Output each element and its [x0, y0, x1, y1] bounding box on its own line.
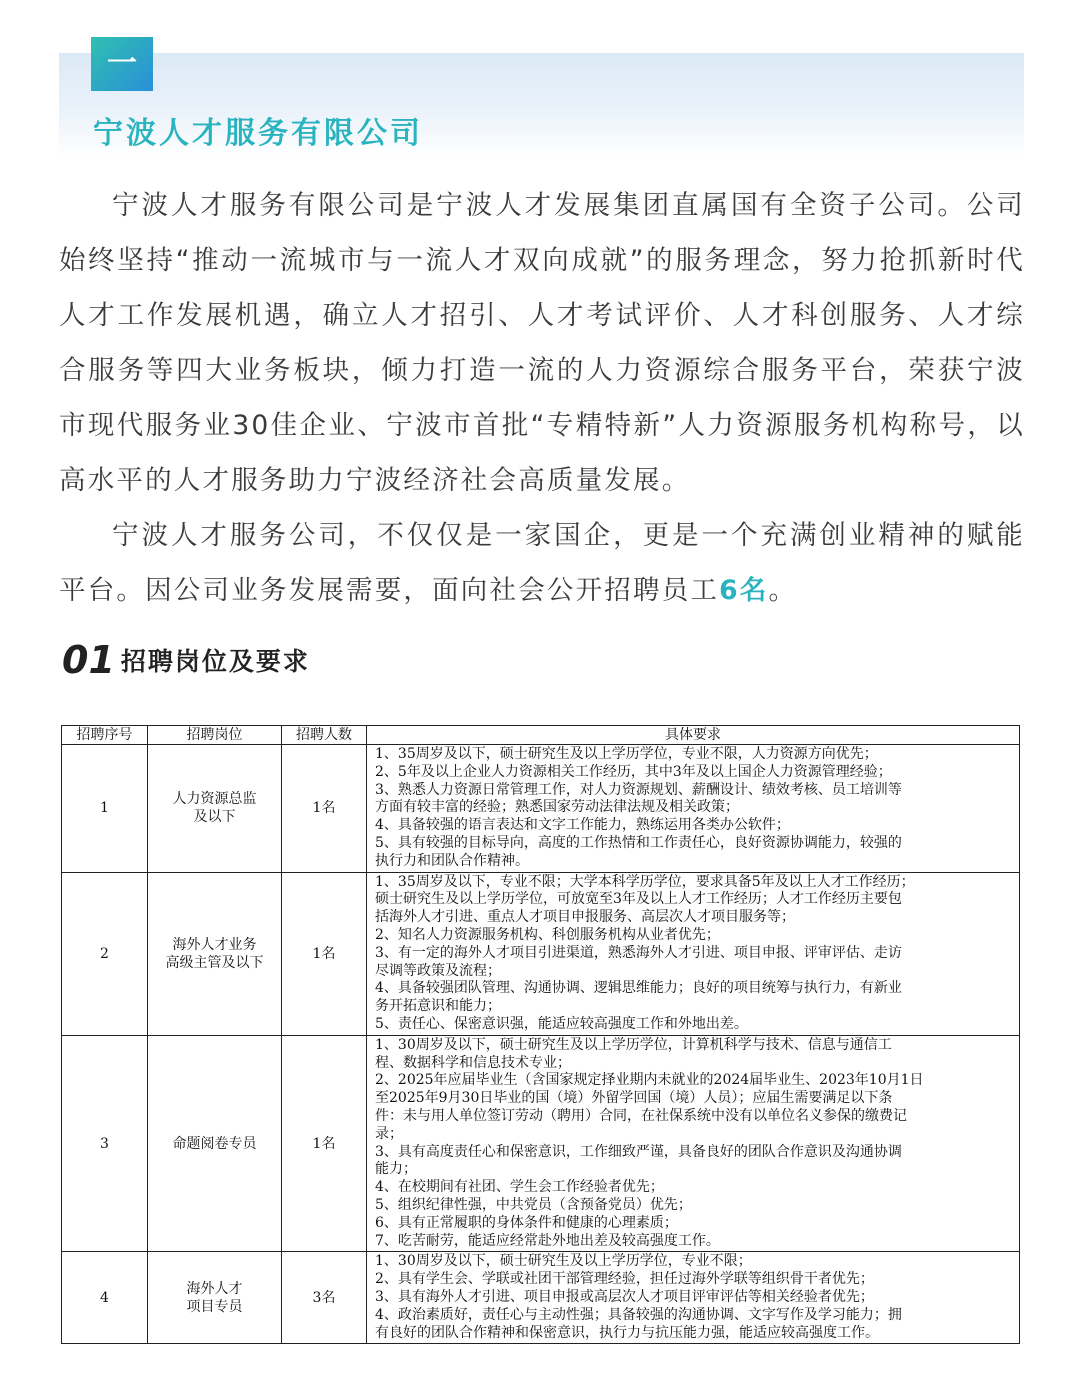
requirement-line: 7、吃苦耐劳，能适应经常赴外地出差及较高强度工作。	[375, 1232, 720, 1249]
section-number-badge: 一	[91, 37, 153, 91]
position-line: 人力资源总监	[172, 791, 257, 808]
requirement-line: 2、具有学生会、学联或社团干部管理经验，担任过海外学联等组织骨干者优先；	[375, 1271, 874, 1288]
position-line: 项目专员	[186, 1298, 243, 1315]
row-seq: 3	[62, 1035, 148, 1252]
intro-paragraph-1: 宁波人才服务有限公司是宁波人才发展集团直属国有全资子公司。公司始终坚持“推动一流城市与一流人才双向成就”的服务理念，努力抢抓新时代人才工作发展机遇，确立人才招引、人才考试评价、人才科创服务、人才综合服务等四大业务板块，倾力打造一流的人力资源综合服务平台，荣获宁波市现代服务业30佳企业、宁波市首批“专精特新”人力资源服务机构称号，以高水平的人才服务助力宁波经济社会高质量发展。	[59, 190, 1025, 496]
row-requirements	[367, 745, 1020, 873]
section-01-title: 招聘岗位及要求	[120, 647, 310, 676]
row-position	[148, 1252, 282, 1344]
row-count: 1名	[282, 1035, 367, 1252]
table-row	[62, 872, 1020, 1035]
table-row	[62, 1252, 1020, 1344]
requirement-line: 4、具备较强团队管理、沟通协调、逻辑思维能力；良好的项目统筹与执行力，有新业	[375, 980, 902, 997]
requirement-line: 2、5年及以上企业人力资源相关工作经历，其中3年及以上国企人力资源管理经验；	[375, 763, 892, 780]
requirement-line: 5、责任心、保密意识强，能适应较高强度工作和外地出差。	[375, 1015, 748, 1032]
requirement-line: 6、具有正常履职的身体条件和健康的心理素质；	[375, 1214, 678, 1231]
header-seq: 招聘序号	[62, 726, 148, 745]
requirement-line: 括海外人才引进、重点人才项目申报服务、高层次人才项目服务等；	[375, 909, 795, 926]
requirement-line: 5、组织纪律性强，中共党员（含预备党员）优先；	[375, 1196, 692, 1213]
requirement-line: 件：未与用人单位签订劳动（聘用）合同，在社保系统中没有以单位名义参保的缴费记	[375, 1107, 907, 1124]
intro-paragraph-2-text: 宁波人才服务公司，不仅仅是一家国企，更是一个充满创业精神的赋能平台。因公司业务发展需要，面向社会公开招聘员工	[59, 520, 1025, 606]
row-seq: 1	[62, 745, 148, 873]
row-count: 1名	[282, 872, 367, 1035]
requirement-line: 3、熟悉人力资源日常管理工作，对人力资源规划、薪酬设计、绩效考核、员工培训等	[375, 781, 902, 798]
row-position	[148, 1035, 282, 1252]
requirement-line: 1、30周岁及以下，硕士研究生及以上学历学位，计算机科学与技术、信息与通信工	[375, 1036, 892, 1053]
hiring-count-highlight: 6名	[719, 575, 769, 606]
table-row	[62, 1035, 1020, 1252]
section-01-heading	[62, 638, 310, 688]
requirement-line: 有良好的团队合作精神和保密意识，执行力与抗压能力强，能适应较高强度工作。	[375, 1324, 879, 1341]
company-introduction	[59, 178, 1025, 618]
row-position	[148, 872, 282, 1035]
requirement-line: 尽调等政策及流程；	[375, 962, 501, 979]
requirement-line: 执行力和团队合作精神。	[375, 852, 529, 869]
row-requirements	[367, 872, 1020, 1035]
requirement-line: 3、具有高度责任心和保密意识，工作细致严谨，具备良好的团队合作意识及沟通协调	[375, 1143, 902, 1160]
row-count: 3名	[282, 1252, 367, 1344]
requirement-line: 4、在校期间有社团、学生会工作经验者优先；	[375, 1179, 664, 1196]
position-line: 及以下	[193, 809, 236, 826]
row-seq: 2	[62, 872, 148, 1035]
header-count: 招聘人数	[282, 726, 367, 745]
requirement-line: 方面有较丰富的经验；熟悉国家劳动法律法规及相关政策；	[375, 799, 739, 816]
requirement-line: 3、具有海外人才引进、项目申报或高层次人才项目评审评估等相关经验者优先；	[375, 1288, 874, 1305]
header-requirements: 具体要求	[367, 726, 1020, 745]
table-row	[62, 745, 1020, 873]
intro-paragraph-2-end: 。	[768, 575, 798, 606]
row-count: 1名	[282, 745, 367, 873]
job-requirements-table	[61, 725, 1020, 1344]
requirement-line: 2、2025年应届毕业生（含国家规定择业期内未就业的2024届毕业生、2023年10月1日	[375, 1072, 924, 1089]
requirement-line: 至2025年9月30日毕业的国（境）外留学回国（境）人员）；应届生需要满足以下条	[375, 1090, 893, 1107]
row-position	[148, 745, 282, 873]
header-position: 招聘岗位	[148, 726, 282, 745]
position-line: 命题阅卷专员	[172, 1135, 257, 1152]
requirement-line: 3、有一定的海外人才项目引进渠道，熟悉海外人才引进、项目申报、评审评估、走访	[375, 944, 902, 961]
position-line: 海外人才	[186, 1280, 243, 1297]
requirement-line: 4、政治素质好，责任心与主动性强；具备较强的沟通协调、文字写作及学习能力；拥	[375, 1306, 902, 1323]
requirement-line: 2、知名人力资源服务机构、科创服务机构从业者优先；	[375, 926, 720, 943]
requirement-line: 4、具备较强的语言表达和文字工作能力，熟练运用各类办公软件；	[375, 817, 790, 834]
row-requirements	[367, 1252, 1020, 1344]
requirement-line: 1、35周岁及以下，专业不限；大学本科学历学位，要求具备5年及以上人才工作经历；	[375, 873, 915, 890]
requirement-line: 5、具有较强的目标导向，高度的工作热情和工作责任心，良好资源协调能力，较强的	[375, 834, 902, 851]
table-header-row	[62, 726, 1020, 745]
requirement-line: 程、数据科学和信息技术专业；	[375, 1054, 571, 1071]
requirement-line: 1、30周岁及以下，硕士研究生及以上学历学位，专业不限；	[375, 1253, 752, 1270]
position-line: 海外人才业务	[172, 936, 257, 953]
requirement-line: 能力；	[375, 1161, 417, 1178]
row-requirements	[367, 1035, 1020, 1252]
requirement-line: 录；	[375, 1125, 403, 1142]
position-line: 高级主管及以下	[165, 954, 264, 971]
company-title: 宁波人才服务有限公司	[93, 116, 423, 151]
row-seq: 4	[62, 1252, 148, 1344]
requirement-line: 硕士研究生及以上学历学位，可放宽至3年及以上人才工作经历；人才工作经历主要包	[375, 891, 902, 908]
requirement-line: 1、35周岁及以下，硕士研究生及以上学历学位，专业不限，人力资源方向优先；	[375, 746, 878, 762]
section-01-number: 01	[62, 638, 115, 682]
intro-paragraph-2	[59, 508, 1025, 618]
requirement-line: 务开拓意识和能力；	[375, 998, 501, 1015]
